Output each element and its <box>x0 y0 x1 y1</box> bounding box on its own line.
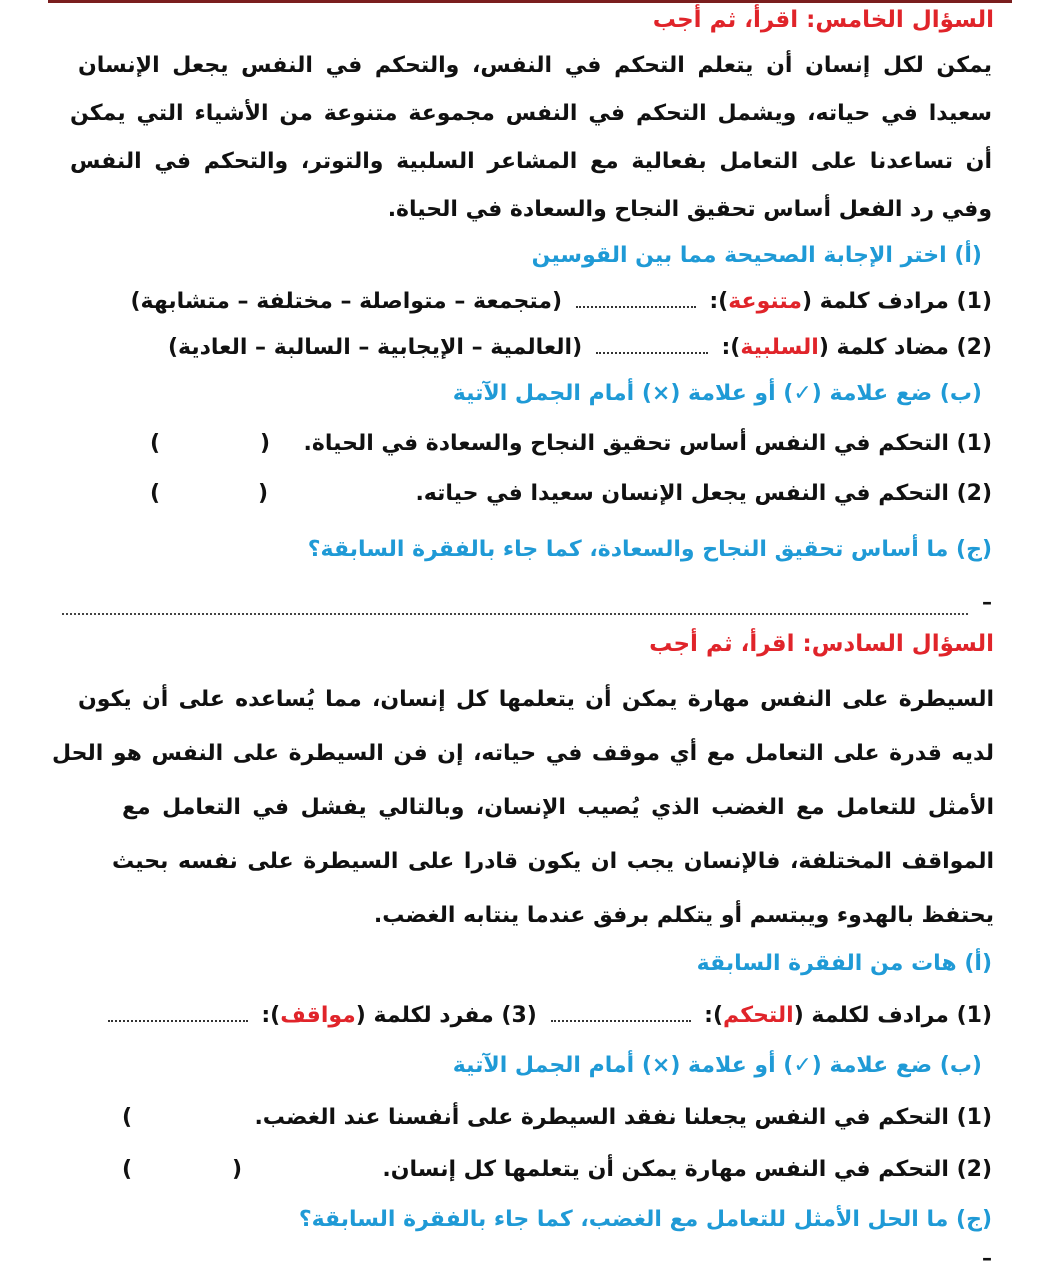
q6-paragraph-line-2: لديه قدرة على التعامل مع أي موقف في حياته، إن فن السيطرة على النفس هو الحل <box>52 741 994 766</box>
q5-a2-prefix: (2) مضاد كلمة ( <box>818 335 992 360</box>
q5-part-b-statement-1: (1) التحكم في النفس أساس تحقيق النجاح والسعادة في الحياة. <box>303 431 992 456</box>
q5-paragraph-line-2: سعيدا في حياته، ويشمل التحكم في النفس مجموعة متنوعة من الأشياء التي يمكن <box>70 101 992 126</box>
q6-a3-word: مواقف <box>280 1003 356 1028</box>
q5-a1-answer-blank[interactable] <box>576 296 696 308</box>
bottom-dash: – <box>982 1246 992 1270</box>
q6-b2-close-bracket: ) <box>122 1157 133 1182</box>
q5-part-c-question: (ج) ما أساس تحقيق النجاح والسعادة، كما جاء بالفقرة السابقة؟ <box>307 537 992 562</box>
q5-part-a-heading: (أ) اختر الإجابة الصحيحة مما بين القوسين <box>531 243 982 268</box>
q5-part-a-item-1 <box>130 288 992 316</box>
q5-a2-choices: (العالمية – الإيجابية – السالبة – العادية) <box>167 335 583 360</box>
q5-b2-close-bracket: ) <box>150 481 161 506</box>
top-border <box>48 0 1012 3</box>
q5-a2-answer-blank[interactable] <box>596 342 708 354</box>
q5-part-a-item-2 <box>168 334 992 362</box>
q5-b1-open-bracket[interactable]: ( <box>260 431 271 456</box>
q6-part-c-question: (ج) ما الحل الأمثل للتعامل مع الغضب، كما جاء بالفقرة السابقة؟ <box>298 1207 992 1232</box>
q6-a3-suffix: ): <box>261 1003 281 1028</box>
q5-a1-suffix: ): <box>709 289 729 314</box>
q5-part-b-heading: (ب) ضع علامة (✓) أو علامة (×) أمام الجمل الآتية <box>452 381 982 406</box>
separator-dash: – <box>982 590 992 614</box>
q5-title: السؤال الخامس: اقرأ، ثم أجب <box>652 7 994 33</box>
q5-a2-suffix: ): <box>721 335 741 360</box>
q6-a1-answer-blank[interactable] <box>551 1010 691 1022</box>
q5-a1-choices: (متجمعة – متواصلة – مختلفة – متشابهة) <box>130 289 563 314</box>
q5-a1-word: متنوعة <box>728 289 802 314</box>
q6-b2-open-bracket[interactable]: ( <box>232 1157 243 1182</box>
q6-part-b-heading: (ب) ضع علامة (✓) أو علامة (×) أمام الجمل الآتية <box>452 1053 982 1078</box>
q6-paragraph-line-4: المواقف المختلفة، فالإنسان يجب ان يكون قادرا على السيطرة على نفسه بحيث <box>112 849 994 874</box>
q6-part-a-items <box>102 1002 992 1030</box>
q5-part-b-statement-2: (2) التحكم في النفس يجعل الإنسان سعيدا في حياته. <box>415 481 992 506</box>
q5-a2-word: السلبية <box>740 335 819 360</box>
q6-part-b-statement-2: (2) التحكم في النفس مهارة يمكن أن يتعلمها كل إنسان. <box>382 1157 992 1182</box>
q5-paragraph-line-3: أن تساعدنا على التعامل بفعالية مع المشاعر السلبية والتوتر، والتحكم في النفس <box>70 149 992 174</box>
q6-paragraph-line-1: السيطرة على النفس مهارة يمكن أن يتعلمها كل إنسان، مما يُساعده على أن يكون <box>78 687 994 712</box>
q5-paragraph-line-1: يمكن لكل إنسان أن يتعلم التحكم في النفس، والتحكم في النفس يجعل الإنسان <box>78 53 992 78</box>
q6-a3-prefix: (3) مفرد لكلمة ( <box>355 1003 537 1028</box>
q6-part-a-heading: (أ) هات من الفقرة السابقة <box>696 951 992 976</box>
q5-b2-open-bracket[interactable]: ( <box>258 481 269 506</box>
q6-paragraph-line-3: الأمثل للتعامل مع الغضب الذي يُصيب الإنسان، وبالتالي يفشل في التعامل مع <box>122 795 994 820</box>
q6-part-b-statement-1: (1) التحكم في النفس يجعلنا نفقد السيطرة على أنفسنا عند الغضب. <box>254 1105 992 1130</box>
q6-a3-answer-blank[interactable] <box>108 1010 248 1022</box>
q6-a1-prefix: (1) مرادف لكلمة ( <box>793 1003 992 1028</box>
answer-dotted-line[interactable] <box>62 613 968 615</box>
q5-b1-close-bracket: ) <box>150 431 161 456</box>
q6-b1-close-bracket: ) <box>122 1105 133 1130</box>
q6-a1-word: التحكم <box>723 1003 794 1028</box>
q6-title: السؤال السادس: اقرأ، ثم أجب <box>649 631 994 657</box>
q5-a1-prefix: (1) مرادف كلمة ( <box>801 289 992 314</box>
q6-a1-suffix: ): <box>704 1003 724 1028</box>
q5-paragraph-line-4: وفي رد الفعل أساس تحقيق النجاح والسعادة في الحياة. <box>387 197 992 222</box>
q6-paragraph-line-5: يحتفظ بالهدوء ويبتسم أو يتكلم برفق عندما ينتابه الغضب. <box>373 903 994 928</box>
